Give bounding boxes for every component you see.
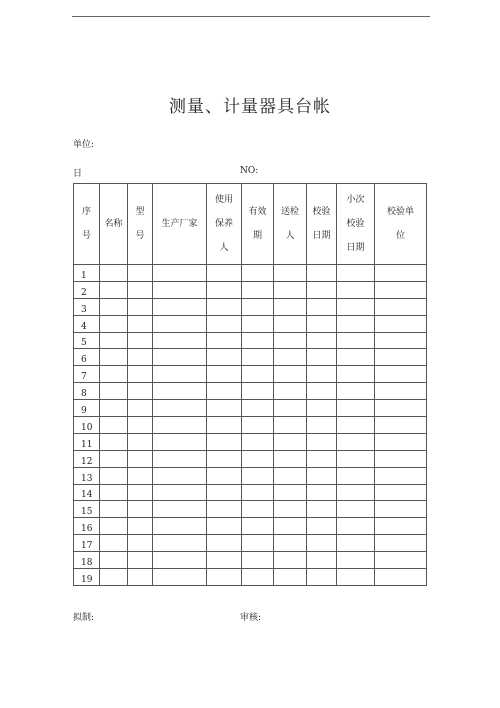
empty-cell [375, 315, 427, 332]
empty-cell [242, 433, 274, 450]
empty-cell [242, 298, 274, 315]
empty-cell [307, 450, 337, 467]
column-header [128, 184, 153, 265]
row-number: 13 [74, 467, 100, 484]
empty-cell [207, 298, 242, 315]
empty-cell [242, 552, 274, 569]
empty-cell [242, 501, 274, 518]
empty-cell [337, 433, 375, 450]
empty-cell [242, 315, 274, 332]
column-header-text: 日期 [346, 243, 365, 253]
empty-cell [153, 467, 207, 484]
table-row [74, 366, 427, 383]
column-header-text: 生产厂家 [161, 219, 198, 229]
empty-cell [242, 484, 274, 501]
row-number: 3 [74, 298, 100, 315]
empty-cell [207, 433, 242, 450]
column-header-text: 保养 [214, 219, 233, 229]
empty-cell [274, 552, 307, 569]
empty-cell [100, 366, 128, 383]
empty-cell [128, 281, 153, 298]
row-number: 2 [74, 281, 100, 298]
empty-cell [274, 349, 307, 366]
column-header [74, 184, 100, 265]
empty-cell [274, 501, 307, 518]
empty-cell [307, 433, 337, 450]
table-row [74, 535, 427, 552]
empty-cell [100, 484, 128, 501]
empty-cell [242, 450, 274, 467]
empty-cell [375, 400, 427, 417]
empty-cell [337, 501, 375, 518]
empty-cell [207, 450, 242, 467]
empty-cell [375, 366, 427, 383]
empty-cell [307, 518, 337, 535]
column-header-text: 有效 [248, 207, 267, 217]
empty-cell [128, 467, 153, 484]
row-number: 6 [74, 349, 100, 366]
empty-cell [337, 400, 375, 417]
column-header [274, 184, 307, 265]
empty-cell [307, 332, 337, 349]
column-header-text: 位 [395, 231, 405, 241]
empty-cell [128, 400, 153, 417]
empty-cell [307, 366, 337, 383]
column-header-text: 送检 [280, 207, 299, 217]
table-row [74, 383, 427, 400]
empty-cell [128, 366, 153, 383]
empty-cell [242, 569, 274, 586]
empty-cell [207, 383, 242, 400]
empty-cell [242, 366, 274, 383]
empty-cell [375, 332, 427, 349]
empty-cell [242, 383, 274, 400]
empty-cell [274, 383, 307, 400]
empty-cell [242, 265, 274, 282]
empty-cell [274, 433, 307, 450]
empty-cell [153, 366, 207, 383]
column-header [100, 184, 128, 265]
reviewed-by-label: 审核: [240, 613, 262, 623]
empty-cell [207, 535, 242, 552]
row-number: 7 [74, 366, 100, 383]
empty-cell [128, 265, 153, 282]
empty-cell [153, 400, 207, 417]
empty-cell [242, 467, 274, 484]
empty-cell [307, 383, 337, 400]
empty-cell [128, 552, 153, 569]
empty-cell [307, 501, 337, 518]
empty-cell [375, 349, 427, 366]
table-row [74, 467, 427, 484]
empty-cell [153, 501, 207, 518]
empty-cell [128, 484, 153, 501]
empty-cell [337, 366, 375, 383]
table-row [74, 552, 427, 569]
empty-cell [307, 467, 337, 484]
empty-cell [274, 400, 307, 417]
empty-cell [242, 535, 274, 552]
empty-cell [128, 315, 153, 332]
empty-cell [100, 265, 128, 282]
empty-cell [274, 298, 307, 315]
column-header-text: 日期 [312, 231, 331, 241]
empty-cell [337, 383, 375, 400]
empty-cell [153, 535, 207, 552]
empty-cell [128, 298, 153, 315]
row-number: 8 [74, 383, 100, 400]
empty-cell [274, 569, 307, 586]
empty-cell [307, 349, 337, 366]
empty-cell [153, 450, 207, 467]
empty-cell [153, 484, 207, 501]
empty-cell [375, 569, 427, 586]
empty-cell [337, 265, 375, 282]
empty-cell [274, 315, 307, 332]
column-header-text: 型 [135, 207, 145, 217]
column-header-text: 名称 [104, 219, 123, 229]
empty-cell [128, 501, 153, 518]
empty-cell [242, 281, 274, 298]
empty-cell [274, 332, 307, 349]
row-number: 5 [74, 332, 100, 349]
empty-cell [375, 433, 427, 450]
row-number: 4 [74, 315, 100, 332]
page-title: 测量、计量器具台帐 [169, 97, 331, 117]
empty-cell [153, 265, 207, 282]
row-number: 1 [74, 265, 100, 282]
empty-cell [153, 569, 207, 586]
empty-cell [337, 332, 375, 349]
empty-cell [153, 332, 207, 349]
empty-cell [153, 383, 207, 400]
table-row [74, 298, 427, 315]
empty-cell [100, 433, 128, 450]
empty-cell [128, 535, 153, 552]
empty-cell [100, 535, 128, 552]
empty-cell [100, 349, 128, 366]
empty-cell [375, 535, 427, 552]
column-header-text: 校验 [312, 207, 331, 217]
empty-cell [307, 569, 337, 586]
ledger-table [73, 183, 427, 586]
empty-cell [207, 518, 242, 535]
row-number: 10 [74, 417, 100, 434]
top-rule [72, 16, 430, 17]
column-header-text: 号 [81, 231, 91, 241]
empty-cell [242, 400, 274, 417]
row-number: 16 [74, 518, 100, 535]
empty-cell [375, 265, 427, 282]
date-label: 日 [73, 169, 83, 179]
empty-cell [274, 417, 307, 434]
empty-cell [375, 383, 427, 400]
column-header-text: 小次 [346, 195, 365, 205]
empty-cell [375, 518, 427, 535]
empty-cell [337, 417, 375, 434]
empty-cell [307, 298, 337, 315]
empty-cell [274, 265, 307, 282]
empty-cell [337, 569, 375, 586]
empty-cell [128, 450, 153, 467]
empty-cell [274, 518, 307, 535]
column-header-text: 期 [252, 231, 262, 241]
table-row [74, 417, 427, 434]
empty-cell [100, 518, 128, 535]
table-row [74, 349, 427, 366]
header-row [74, 184, 427, 265]
empty-cell [375, 417, 427, 434]
empty-cell [100, 332, 128, 349]
empty-cell [207, 349, 242, 366]
empty-cell [100, 315, 128, 332]
empty-cell [153, 518, 207, 535]
empty-cell [274, 484, 307, 501]
column-header-text: 人 [219, 243, 229, 253]
empty-cell [128, 417, 153, 434]
empty-cell [153, 315, 207, 332]
empty-cell [337, 535, 375, 552]
empty-cell [128, 518, 153, 535]
empty-cell [128, 332, 153, 349]
empty-cell [207, 569, 242, 586]
table-row [74, 281, 427, 298]
table-row [74, 315, 427, 332]
row-number: 17 [74, 535, 100, 552]
empty-cell [375, 484, 427, 501]
column-header-text: 校验单 [386, 207, 414, 217]
empty-cell [100, 298, 128, 315]
empty-cell [337, 552, 375, 569]
empty-cell [307, 417, 337, 434]
empty-cell [100, 383, 128, 400]
table-row [74, 501, 427, 518]
empty-cell [100, 281, 128, 298]
empty-cell [307, 535, 337, 552]
empty-cell [375, 501, 427, 518]
empty-cell [337, 349, 375, 366]
empty-cell [100, 569, 128, 586]
unit-label: 单位: [73, 140, 95, 150]
empty-cell [242, 417, 274, 434]
column-header [375, 184, 427, 265]
row-number: 11 [74, 433, 100, 450]
column-header [207, 184, 242, 265]
table-row [74, 332, 427, 349]
empty-cell [207, 265, 242, 282]
empty-cell [100, 501, 128, 518]
empty-cell [207, 400, 242, 417]
empty-cell [337, 467, 375, 484]
empty-cell [307, 265, 337, 282]
column-header [242, 184, 274, 265]
empty-cell [207, 366, 242, 383]
table-row [74, 265, 427, 282]
empty-cell [307, 400, 337, 417]
empty-cell [337, 484, 375, 501]
empty-cell [100, 552, 128, 569]
table-row [74, 569, 427, 586]
row-number: 18 [74, 552, 100, 569]
empty-cell [337, 298, 375, 315]
empty-cell [153, 433, 207, 450]
empty-cell [100, 467, 128, 484]
empty-cell [375, 298, 427, 315]
row-number: 14 [74, 484, 100, 501]
column-header [337, 184, 375, 265]
empty-cell [100, 400, 128, 417]
table-row [74, 400, 427, 417]
column-header-text: 序 [81, 207, 91, 217]
empty-cell [153, 552, 207, 569]
empty-cell [274, 450, 307, 467]
column-header-text: 号 [135, 231, 145, 241]
empty-cell [375, 281, 427, 298]
empty-cell [153, 298, 207, 315]
empty-cell [337, 315, 375, 332]
empty-cell [207, 501, 242, 518]
column-header [153, 184, 207, 265]
table-row [74, 433, 427, 450]
column-header [307, 184, 337, 265]
empty-cell [274, 535, 307, 552]
empty-cell [242, 518, 274, 535]
empty-cell [337, 281, 375, 298]
empty-cell [153, 417, 207, 434]
empty-cell [307, 315, 337, 332]
empty-cell [274, 281, 307, 298]
empty-cell [128, 433, 153, 450]
empty-cell [375, 450, 427, 467]
empty-cell [207, 552, 242, 569]
table-row [74, 450, 427, 467]
empty-cell [375, 552, 427, 569]
empty-cell [307, 484, 337, 501]
empty-cell [207, 467, 242, 484]
row-number: 19 [74, 569, 100, 586]
empty-cell [207, 417, 242, 434]
empty-cell [274, 366, 307, 383]
empty-cell [274, 467, 307, 484]
empty-cell [375, 467, 427, 484]
empty-cell [100, 450, 128, 467]
empty-cell [100, 417, 128, 434]
empty-cell [242, 332, 274, 349]
no-label: NO: [240, 166, 259, 176]
empty-cell [207, 484, 242, 501]
empty-cell [307, 281, 337, 298]
row-number: 15 [74, 501, 100, 518]
empty-cell [128, 349, 153, 366]
column-header-text: 人 [285, 231, 295, 241]
empty-cell [128, 569, 153, 586]
table-row [74, 518, 427, 535]
row-number: 12 [74, 450, 100, 467]
empty-cell [307, 552, 337, 569]
empty-cell [337, 518, 375, 535]
empty-cell [242, 349, 274, 366]
column-header-text: 校验 [346, 219, 365, 229]
empty-cell [207, 281, 242, 298]
table-row [74, 484, 427, 501]
column-header-text: 使用 [214, 195, 233, 205]
empty-cell [337, 450, 375, 467]
row-number: 9 [74, 400, 100, 417]
empty-cell [153, 281, 207, 298]
empty-cell [207, 332, 242, 349]
empty-cell [207, 315, 242, 332]
empty-cell [128, 383, 153, 400]
prepared-by-label: 拟制: [73, 613, 95, 623]
empty-cell [153, 349, 207, 366]
ledger-body [74, 265, 427, 586]
